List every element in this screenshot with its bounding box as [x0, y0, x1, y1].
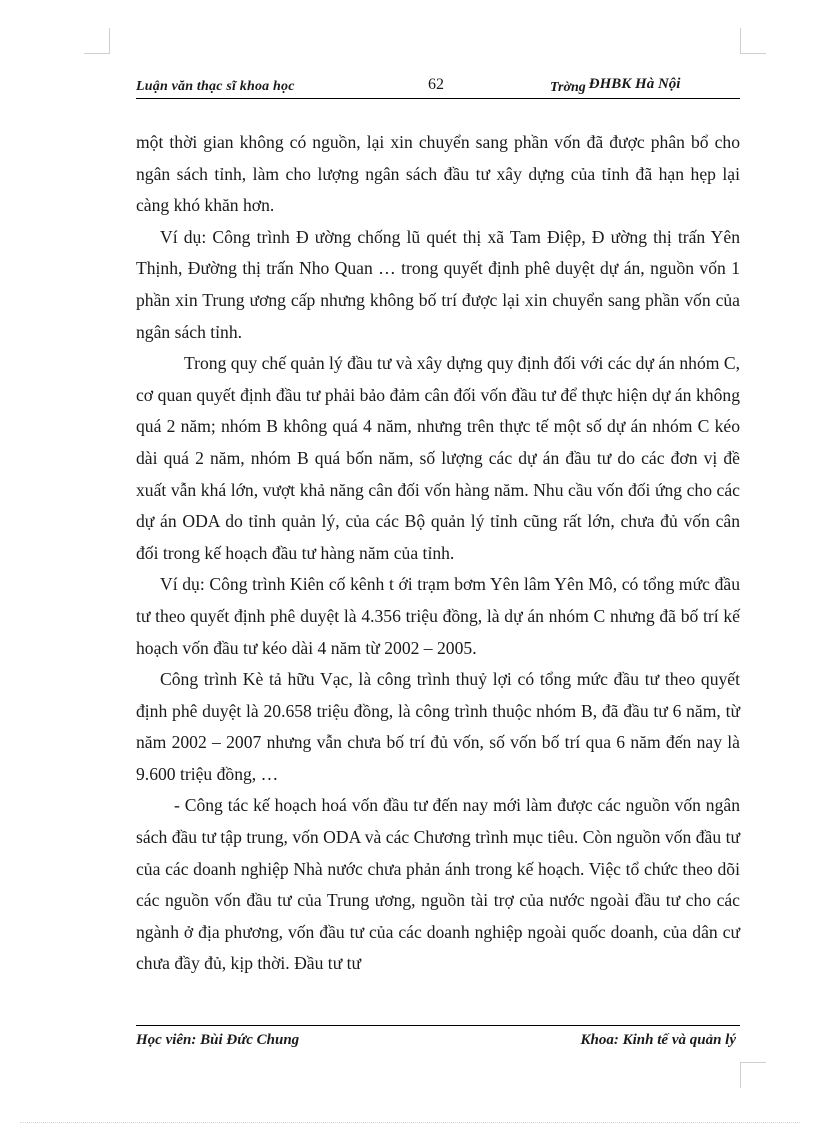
header-university-prefix: Trờng: [550, 80, 586, 95]
paragraph: Công trình Kè tả hữu Vạc, là công trình thuỷ lợi có tổng mức đầu tư theo quyết định phê duyệt là 20.658 triệu đồng, là công trình thuộc nhóm B, đã đầu tư 6 năm, từ năm 2002 – 2007 nhưng vẫn chưa bố trí đủ vốn, số vốn bố trí qua 6 năm đến nay là 9.600 triệu đồng, …: [136, 669, 740, 784]
header-university: [550, 76, 681, 96]
crop-mark: [109, 28, 110, 54]
crop-mark: [84, 53, 110, 54]
crop-mark: [740, 28, 741, 54]
paragraph: Ví dụ: Công trình Kiên cố kênh t ới trạm bơm Yên lâm Yên Mô, có tổng mức đầu tư theo quyết định phê duyệt là 4.356 triệu đồng, là dự án nhóm C nhưng đã bố trí kế hoạch vốn đầu tư kéo dài 4 năm từ 2002 – 2005.: [136, 574, 740, 658]
header-university-name: ĐHBK Hà Nội: [588, 76, 681, 92]
paragraph: - Công tác kế hoạch hoá vốn đầu tư đến nay mới làm được các nguồn vốn ngân sách đầu tư tập trung, vốn ODA và các Chương trình mục tiêu. Còn nguồn vốn đầu tư của các doanh nghiệp Nhà nước chưa phản ánh trong kế hoạch. Việc tổ chức theo dõi các nguồn vốn đầu tư của Trung ương, nguồn tài trợ của nước ngoài đầu tư cho các ngành ở địa phương, vốn đầu tư của các doanh nghiệp ngoài quốc doanh, của dân cư chưa đầy đủ, kịp thời. Đầu tư tư: [136, 795, 740, 974]
page-footer: [136, 1025, 740, 1056]
crop-mark: [740, 53, 766, 54]
paragraph: Ví dụ: Công trình Đ ường chống lũ quét thị xã Tam Điệp, Đ ường thị trấn Yên Thịnh, Đường thị trấn Nho Quan … trong quyết định phê duyệt dự án, nguồn vốn 1 phần xin Trung ương cấp nhưng không bố trí được lại xin chuyển sang phần vốn của ngân sách tỉnh.: [136, 226, 740, 342]
body-text: [136, 127, 740, 980]
page-number: 62: [428, 76, 444, 93]
crop-mark: [740, 1062, 741, 1088]
footer-faculty: Khoa: Kinh tế và quản lý: [580, 1032, 736, 1048]
footer-student: Học viên: Bùi Đức Chung: [136, 1032, 300, 1048]
header-thesis-title: Luận văn thạc sĩ khoa học: [136, 79, 295, 94]
page-header: [136, 76, 740, 99]
crop-mark: [740, 1062, 766, 1063]
paragraph: Trong quy chế quản lý đầu tư và xây dựng quy định đối với các dự án nhóm C, cơ quan quyết định đầu tư phải bảo đảm cân đối vốn đầu tư để thực hiện dự án không quá 2 năm; nhóm B không quá 4 năm, nhưng trên thực tế một số dự án nhóm C kéo dài quá 2 năm, nhóm B quá bốn năm, số lượng các dự án đầu tư do các đơn vị đề xuất vẫn khá lớn, vượt khả năng cân đối vốn hàng năm. Nhu cầu vốn đối ứng cho các dự án ODA do tỉnh quản lý, của các Bộ quản lý tỉnh cũng rất lớn, chưa đủ vốn cân đối trong kế hoạch đầu tư hàng năm của tỉnh.: [136, 353, 740, 563]
paragraph: một thời gian không có nguồn, lại xin chuyển sang phần vốn đã được phân bổ cho ngân sách tỉnh, làm cho lượng ngân sách đầu tư xây dựng của tỉnh đã hạn hẹp lại càng khó khăn hơn.: [136, 132, 740, 216]
